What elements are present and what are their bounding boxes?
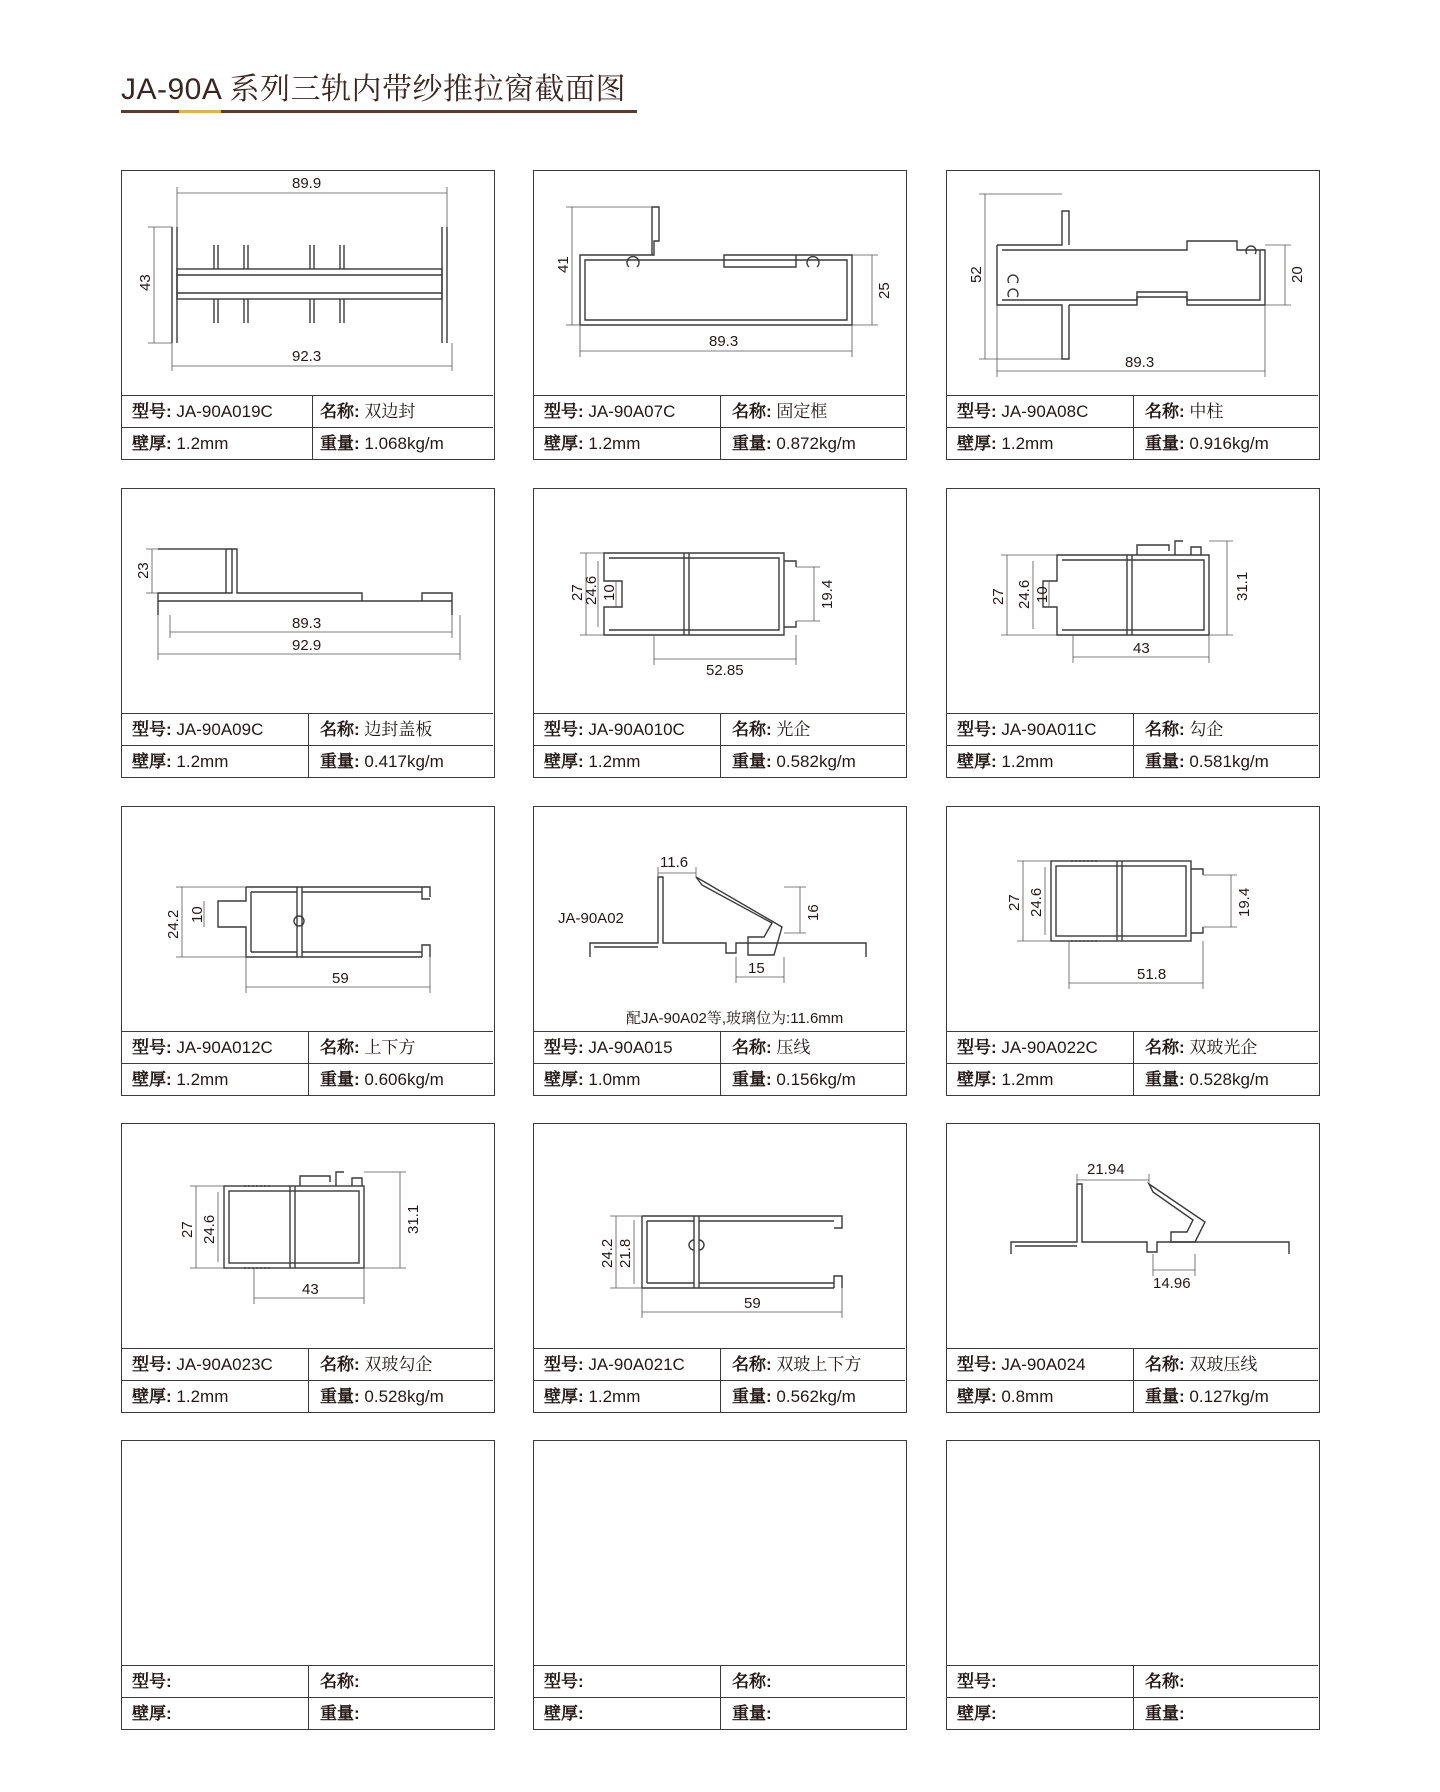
dim-label-5-3: 10 xyxy=(601,584,618,601)
name-value: 双玻光企 xyxy=(1189,1038,1258,1057)
model-label: 型号: xyxy=(132,720,172,739)
weight-label: 重量: xyxy=(732,1070,772,1089)
profile-card-11 xyxy=(533,1123,907,1413)
profile-card-8 xyxy=(533,806,907,1096)
model-label: 型号: xyxy=(544,402,584,421)
dim-label-8-2: JA-90A02 xyxy=(558,910,624,927)
thickness-label: 壁厚: xyxy=(957,1704,997,1723)
dim-label-8-4: 15 xyxy=(748,960,765,977)
dim-label-1-1: 89.9 xyxy=(292,175,322,192)
weight-value: 1.068kg/m xyxy=(364,434,444,453)
profile-shape-2 xyxy=(580,207,852,325)
model-label: 型号: xyxy=(957,402,997,421)
dim-label-10-1: 27 xyxy=(179,1221,196,1238)
dim-label-7-2: 10 xyxy=(189,906,206,923)
thickness-label: 壁厚: xyxy=(132,1387,172,1406)
weight-value: 0.156kg/m xyxy=(776,1070,856,1089)
page-title: JA-90A 系列三轨内带纱推拉窗截面图 xyxy=(121,73,627,106)
dim-label-12-1: 21.94 xyxy=(1087,1161,1125,1178)
dim-label-4-2: 89.3 xyxy=(292,615,322,632)
thickness-value: 1.0mm xyxy=(588,1070,641,1089)
thickness-label: 壁厚: xyxy=(132,752,172,771)
name-label: 名称: xyxy=(732,720,772,739)
dim-label-5-4: 19.4 xyxy=(819,579,836,609)
profile-shape-10 xyxy=(224,1172,364,1268)
dim-label-6-4: 31.1 xyxy=(1234,571,1251,601)
name-label: 名称: xyxy=(320,402,360,421)
name-value: 固定框 xyxy=(776,402,828,421)
weight-label: 重量: xyxy=(1145,752,1185,771)
profile-drawing-5 xyxy=(534,489,908,713)
name-label: 名称: xyxy=(1145,1038,1185,1057)
weight-label: 重量: xyxy=(1145,434,1185,453)
model-value: JA-90A015 xyxy=(588,1038,673,1057)
profile-drawing-10 xyxy=(122,1124,496,1348)
profile-drawing-8 xyxy=(534,807,908,1031)
name-value: 上下方 xyxy=(364,1038,416,1057)
profile-card-2 xyxy=(533,170,907,460)
dim-label-11-3: 59 xyxy=(744,1295,761,1312)
thickness-label: 壁厚: xyxy=(957,752,997,771)
thickness-value: 1.2mm xyxy=(176,752,229,771)
weight-value: 0.872kg/m xyxy=(776,434,856,453)
dim-label-7-3: 59 xyxy=(332,970,349,987)
profile-shape-7 xyxy=(218,887,430,957)
model-label: 型号: xyxy=(544,1355,584,1374)
profile-note-8: 配JA-90A02等,玻璃位为:11.6mm xyxy=(626,1010,844,1027)
page-header xyxy=(121,70,626,110)
profile-info-2 xyxy=(534,395,905,459)
weight-label: 重量: xyxy=(320,1387,360,1406)
profile-info-13 xyxy=(122,1665,493,1729)
profile-card-12 xyxy=(946,1123,1320,1413)
dim-label-2-3: 89.3 xyxy=(709,333,739,350)
profile-info-4 xyxy=(122,713,493,777)
profile-card-1 xyxy=(121,170,495,460)
dim-label-10-3: 31.1 xyxy=(405,1204,422,1234)
dim-label-1-2: 43 xyxy=(137,274,154,291)
dim-label-6-1: 27 xyxy=(990,588,1007,605)
dim-label-11-2: 21.8 xyxy=(617,1238,634,1268)
dim-label-5-2: 24.6 xyxy=(583,575,600,605)
name-value: 光企 xyxy=(776,720,811,739)
dim-label-9-1: 27 xyxy=(1006,894,1023,911)
dim-label-9-3: 19.4 xyxy=(1236,887,1253,917)
profile-drawing-6 xyxy=(947,489,1321,713)
name-label: 名称: xyxy=(1145,1355,1185,1374)
profile-card-9 xyxy=(946,806,1320,1096)
model-label: 型号: xyxy=(132,1355,172,1374)
weight-label: 重量: xyxy=(320,752,360,771)
thickness-value: 1.2mm xyxy=(588,434,641,453)
profile-drawing-12 xyxy=(947,1124,1321,1348)
profile-shape-8 xyxy=(590,877,866,957)
thickness-value: 1.2mm xyxy=(176,434,229,453)
model-value: JA-90A019C xyxy=(176,402,273,421)
model-label: 型号: xyxy=(957,1355,997,1374)
dim-label-3-1: 52 xyxy=(968,266,985,283)
model-value: JA-90A012C xyxy=(176,1038,273,1057)
profile-shape-4 xyxy=(158,549,452,615)
weight-value: 0.582kg/m xyxy=(776,752,856,771)
name-value: 勾企 xyxy=(1189,720,1224,739)
thickness-value: 1.2mm xyxy=(588,752,641,771)
model-value: JA-90A010C xyxy=(588,720,685,739)
name-label: 名称: xyxy=(320,1038,360,1057)
profile-info-5 xyxy=(534,713,905,777)
profile-drawing-9 xyxy=(947,807,1321,1031)
profile-info-3 xyxy=(947,395,1318,459)
weight-value: 0.417kg/m xyxy=(364,752,444,771)
thickness-value: 1.2mm xyxy=(1001,434,1054,453)
profile-card-6 xyxy=(946,488,1320,778)
profile-info-14 xyxy=(534,1665,905,1729)
weight-label: 重量: xyxy=(732,434,772,453)
thickness-label: 壁厚: xyxy=(132,434,172,453)
thickness-value: 1.2mm xyxy=(176,1387,229,1406)
profile-card-10 xyxy=(121,1123,495,1413)
model-label: 型号: xyxy=(544,1672,584,1691)
name-label: 名称: xyxy=(320,1355,360,1374)
dim-label-9-2: 24.6 xyxy=(1028,887,1045,917)
profile-info-9 xyxy=(947,1031,1318,1095)
thickness-value: 1.2mm xyxy=(1001,752,1054,771)
dim-label-2-1: 41 xyxy=(555,256,572,273)
profile-drawing-4 xyxy=(122,489,496,713)
name-value: 双边封 xyxy=(364,402,416,421)
name-label: 名称: xyxy=(732,1355,772,1374)
profile-info-1 xyxy=(122,395,493,459)
profile-drawing-3 xyxy=(947,171,1321,395)
dim-label-6-5: 43 xyxy=(1133,640,1150,657)
thickness-value: 1.2mm xyxy=(1001,1070,1054,1089)
profile-info-10 xyxy=(122,1348,493,1412)
weight-value: 0.528kg/m xyxy=(364,1387,444,1406)
profile-card-14 xyxy=(533,1440,907,1730)
model-value: JA-90A08C xyxy=(1001,402,1089,421)
profile-card-3 xyxy=(946,170,1320,460)
dim-label-7-1: 24.2 xyxy=(165,909,182,939)
thickness-value: 1.2mm xyxy=(176,1070,229,1089)
profile-info-12 xyxy=(947,1348,1318,1412)
dim-label-8-3: 16 xyxy=(805,904,822,921)
weight-label: 重量: xyxy=(732,752,772,771)
thickness-label: 壁厚: xyxy=(132,1704,172,1723)
profile-drawing-13 xyxy=(122,1441,496,1665)
thickness-value: 1.2mm xyxy=(588,1387,641,1406)
profile-drawing-11 xyxy=(534,1124,908,1348)
profile-shape-3 xyxy=(997,211,1265,359)
name-label: 名称: xyxy=(1145,720,1185,739)
weight-label: 重量: xyxy=(1145,1704,1185,1723)
profile-info-8 xyxy=(534,1031,905,1095)
dim-label-12-2: 14.96 xyxy=(1153,1275,1191,1292)
dim-label-3-3: 89.3 xyxy=(1125,354,1155,371)
profile-shape-6 xyxy=(1043,541,1209,635)
dim-label-2-2: 25 xyxy=(876,282,893,299)
dim-label-5-5: 52.85 xyxy=(706,662,744,679)
profile-card-15 xyxy=(946,1440,1320,1730)
weight-value: 0.528kg/m xyxy=(1189,1070,1269,1089)
weight-label: 重量: xyxy=(1145,1387,1185,1406)
name-value: 双玻勾企 xyxy=(364,1355,433,1374)
model-value: JA-90A024 xyxy=(1001,1355,1086,1374)
model-label: 型号: xyxy=(132,402,172,421)
weight-value: 0.581kg/m xyxy=(1189,752,1269,771)
thickness-label: 壁厚: xyxy=(132,1070,172,1089)
title-accent-mark xyxy=(179,110,221,113)
weight-value: 0.916kg/m xyxy=(1189,434,1269,453)
dim-label-5-1: 27 xyxy=(569,584,586,601)
profile-shape-12 xyxy=(1011,1184,1289,1254)
model-label: 型号: xyxy=(957,1038,997,1057)
dim-label-9-4: 51.8 xyxy=(1137,966,1167,983)
model-label: 型号: xyxy=(957,720,997,739)
dim-label-11-1: 24.2 xyxy=(599,1238,616,1268)
model-value: JA-90A09C xyxy=(176,720,264,739)
dim-label-4-1: 23 xyxy=(135,562,152,579)
name-value: 中柱 xyxy=(1189,402,1224,421)
name-label: 名称: xyxy=(732,402,772,421)
thickness-label: 壁厚: xyxy=(544,434,584,453)
name-label: 名称: xyxy=(320,1672,360,1691)
dim-label-10-2: 24.6 xyxy=(201,1214,218,1244)
dim-label-3-2: 20 xyxy=(1289,266,1306,283)
dim-label-6-3: 10 xyxy=(1034,586,1051,603)
thickness-label: 壁厚: xyxy=(957,434,997,453)
thickness-label: 壁厚: xyxy=(544,1387,584,1406)
profile-shape-9 xyxy=(1051,861,1203,941)
dim-label-6-2: 24.6 xyxy=(1016,579,1033,609)
model-label: 型号: xyxy=(544,1038,584,1057)
weight-value: 0.562kg/m xyxy=(776,1387,856,1406)
name-label: 名称: xyxy=(1145,402,1185,421)
profile-drawing-15 xyxy=(947,1441,1321,1665)
profile-info-6 xyxy=(947,713,1318,777)
model-value: JA-90A021C xyxy=(588,1355,685,1374)
name-label: 名称: xyxy=(732,1038,772,1057)
profile-shape-5 xyxy=(604,553,796,635)
name-label: 名称: xyxy=(732,1672,772,1691)
profile-info-11 xyxy=(534,1348,905,1412)
model-label: 型号: xyxy=(544,720,584,739)
thickness-label: 壁厚: xyxy=(957,1070,997,1089)
thickness-label: 壁厚: xyxy=(544,1704,584,1723)
profile-card-4 xyxy=(121,488,495,778)
weight-label: 重量: xyxy=(320,434,360,453)
profile-info-7 xyxy=(122,1031,493,1095)
weight-value: 0.606kg/m xyxy=(364,1070,444,1089)
name-value: 压线 xyxy=(776,1038,811,1057)
weight-label: 重量: xyxy=(320,1070,360,1089)
model-value: JA-90A011C xyxy=(1001,720,1097,739)
thickness-label: 壁厚: xyxy=(544,1070,584,1089)
profile-drawing-1 xyxy=(122,171,496,395)
dim-label-10-4: 43 xyxy=(302,1281,319,1298)
weight-label: 重量: xyxy=(732,1387,772,1406)
model-label: 型号: xyxy=(957,1672,997,1691)
thickness-label: 壁厚: xyxy=(957,1387,997,1406)
profile-drawing-2 xyxy=(534,171,908,395)
model-value: JA-90A07C xyxy=(588,402,676,421)
dim-label-8-1: 11.6 xyxy=(660,854,689,871)
model-label: 型号: xyxy=(132,1672,172,1691)
weight-label: 重量: xyxy=(732,1704,772,1723)
dim-label-1-3: 92.3 xyxy=(292,348,322,365)
name-value: 双玻上下方 xyxy=(776,1355,862,1374)
name-value: 双玻压线 xyxy=(1189,1355,1258,1374)
profile-drawing-7 xyxy=(122,807,496,1031)
profile-card-7 xyxy=(121,806,495,1096)
profile-info-15 xyxy=(947,1665,1318,1729)
profile-shape-11 xyxy=(642,1216,842,1288)
weight-label: 重量: xyxy=(320,1704,360,1723)
profile-shape-1 xyxy=(172,227,447,343)
profile-card-13 xyxy=(121,1440,495,1730)
model-label: 型号: xyxy=(132,1038,172,1057)
name-label: 名称: xyxy=(1145,1672,1185,1691)
name-value: 边封盖板 xyxy=(364,720,433,739)
thickness-value: 0.8mm xyxy=(1001,1387,1054,1406)
dim-label-4-3: 92.9 xyxy=(292,637,322,654)
model-value: JA-90A023C xyxy=(176,1355,273,1374)
model-value: JA-90A022C xyxy=(1001,1038,1098,1057)
profile-drawing-14 xyxy=(534,1441,908,1665)
weight-label: 重量: xyxy=(1145,1070,1185,1089)
weight-value: 0.127kg/m xyxy=(1189,1387,1269,1406)
profile-card-5 xyxy=(533,488,907,778)
name-label: 名称: xyxy=(320,720,360,739)
thickness-label: 壁厚: xyxy=(544,752,584,771)
